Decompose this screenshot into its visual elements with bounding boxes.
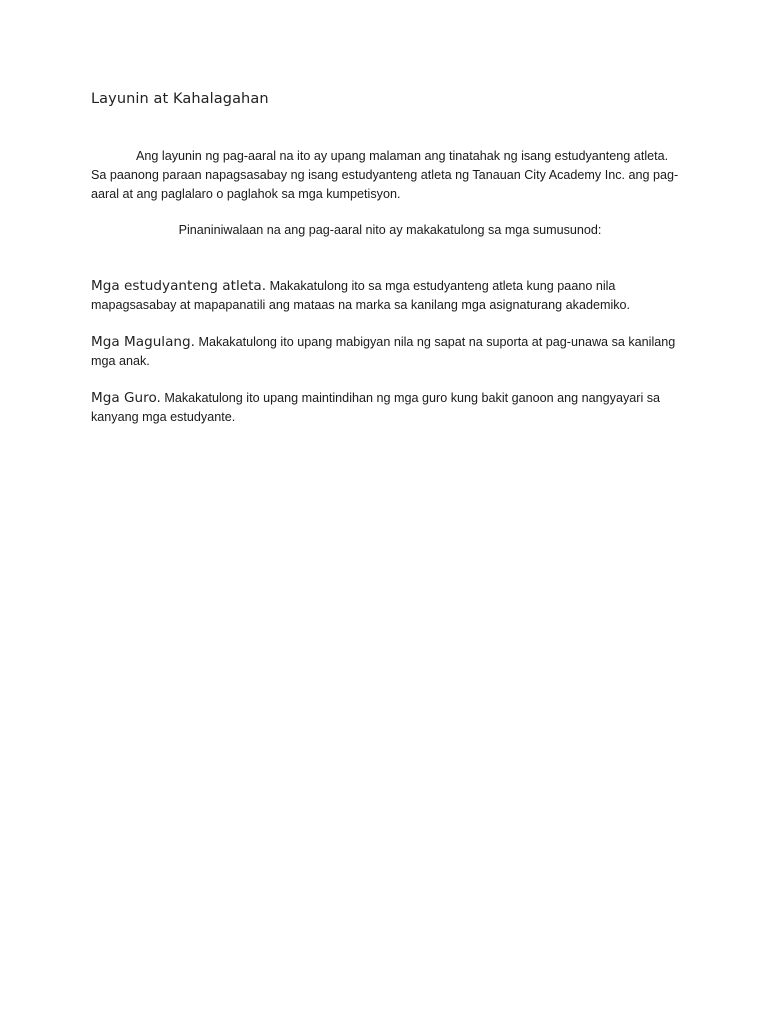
- beneficiary-title: Mga Magulang.: [91, 334, 195, 350]
- section-heading: Layunin at Kahalagahan: [91, 91, 269, 107]
- beneficiary-item-parents: [91, 333, 691, 371]
- beneficiary-description: Makakatulong ito upang mabigyan nila ng sapat na suporta at pag-unawa sa kanilang mga anak.: [91, 335, 676, 368]
- beneficiary-title: Mga Guro.: [91, 390, 161, 406]
- intro-paragraph: Ang layunin ng pag-aaral na ito ay upang malaman ang tinatahak ng isang estudyanteng atleta. Sa paanong paraan napagsasabay ng isang estudyanteng atleta ng Tanauan City Academy Inc. ang pag-aaral at ang paglalaro o paglahok sa mga kumpetisyon.: [91, 149, 679, 201]
- beneficiary-title: Mga estudyanteng atleta.: [91, 278, 267, 294]
- beneficiary-description: Makakatulong ito sa mga estudyanteng atleta kung paano nila mapagsasabay at mapapanatili ang mataas na marka sa kanilang mga asignaturang akademiko.: [91, 279, 631, 312]
- belief-statement: Pinaniniwalaan na ang pag-aaral nito ay makakatulong sa mga sumusunod:: [178, 223, 602, 237]
- beneficiary-description: Makakatulong ito upang maintindihan ng mga guro kung bakit ganoon ang nangyayari sa kanyang mga estudyante.: [91, 391, 661, 424]
- beneficiary-item-students: [91, 277, 691, 315]
- beneficiary-item-teachers: [91, 389, 691, 427]
